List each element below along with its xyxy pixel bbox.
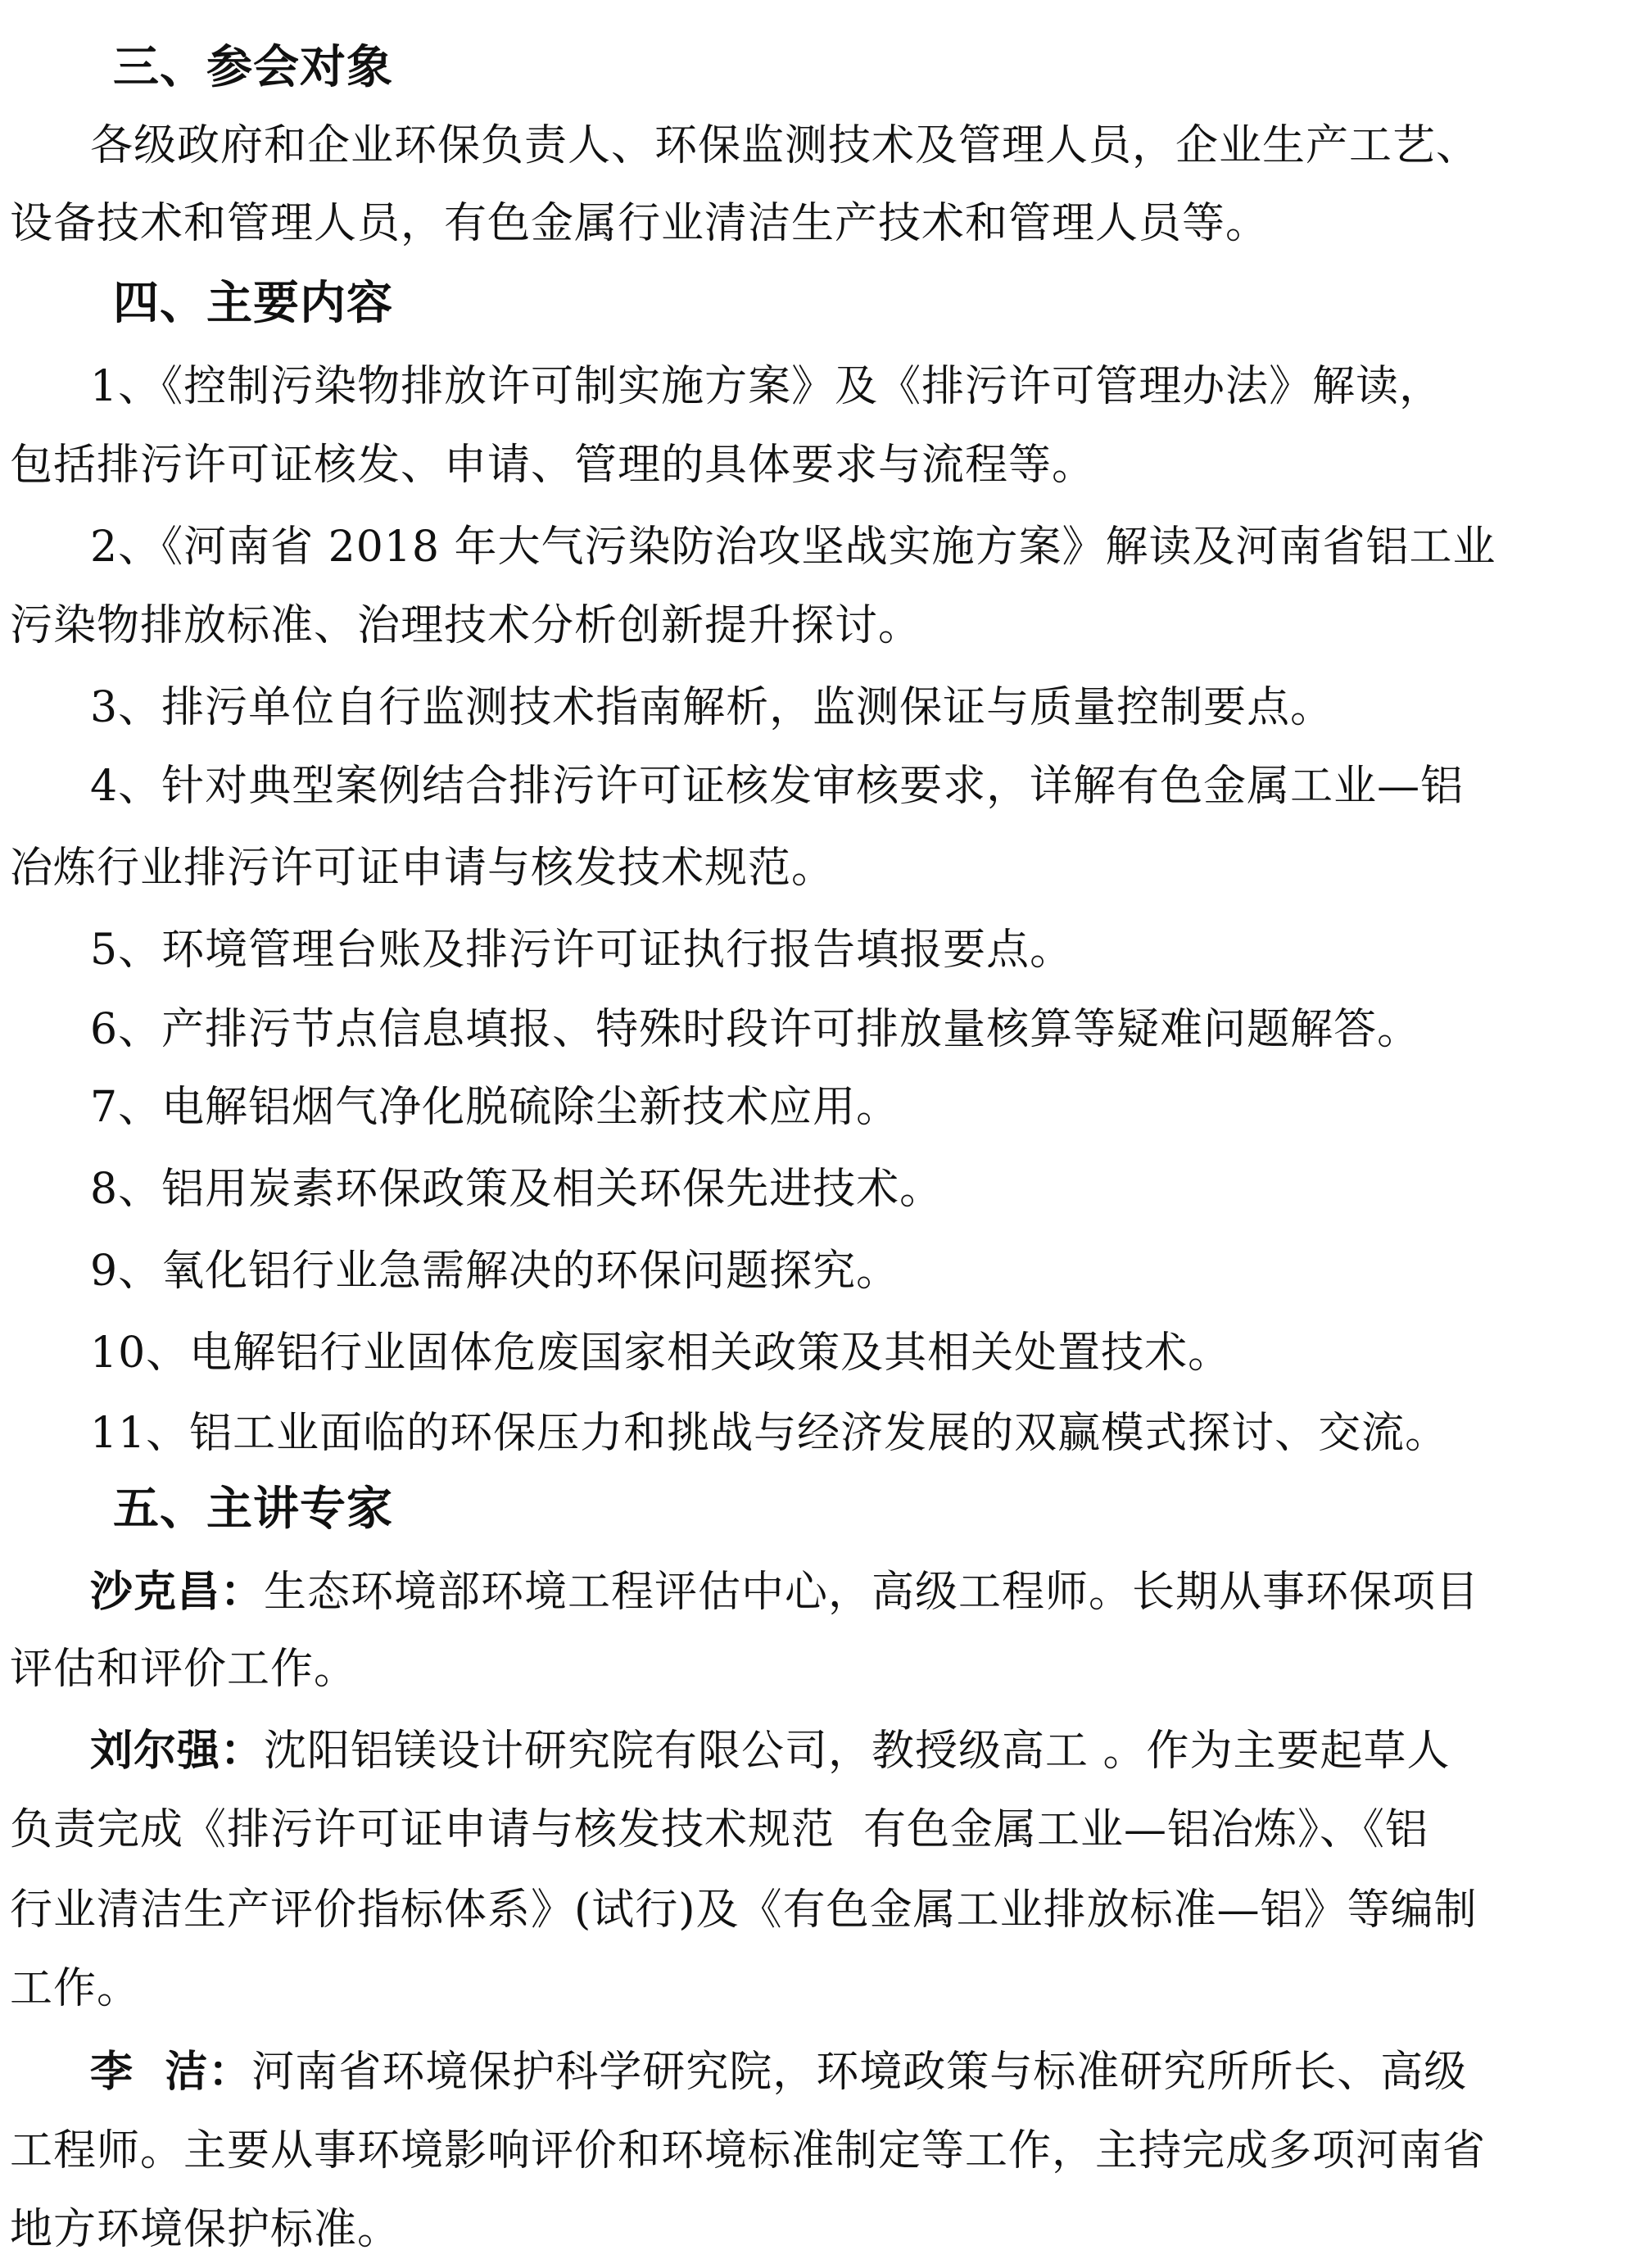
content-item-4-line-1: 4、针对典型案例结合排污许可证核发审核要求，详解有色金属工业—铝	[90, 762, 1465, 811]
expert-1-desc: 生态环境部环境工程评估中心，高级工程师。长期从事环保项目	[264, 1568, 1480, 1617]
expert-2-line-1	[90, 1725, 1648, 1777]
expert-3-line-3: 地方环境保护标准。	[10, 2205, 401, 2254]
expert-1-line-2: 评估和评价工作。	[10, 1645, 358, 1694]
content-item-9: 9、氧化铝行业急需解决的环保问题探究。	[90, 1247, 900, 1296]
expert-3-line-2: 工程师。主要从事环境影响评价和环境标准制定等工作，主持完成多项河南省	[10, 2126, 1487, 2175]
content-item-1-line-2: 包括排污许可证核发、申请、管理的具体要求与流程等。	[10, 441, 1096, 490]
content-item-2-line-2: 污染物排放标准、治理技术分析创新提升探讨。	[10, 601, 922, 650]
expert-1-name: 沙克昌：	[90, 1567, 265, 1617]
content-item-3: 3、排污单位自行监测技术指南解析，监测保证与质量控制要点。	[90, 683, 1334, 732]
content-item-4-line-2: 冶炼行业排污许可证申请与核发技术规范。	[10, 844, 835, 893]
content-item-7: 7、电解铝烟气净化脱硫除尘新技术应用。	[90, 1083, 900, 1132]
expert-3-line-1	[90, 2046, 1648, 2098]
expert-2-line-2: 负责完成《排污许可证申请与核发技术规范 有色金属工业—铝冶炼》、《铝	[10, 1805, 1429, 1854]
section-heading-experts: 五、主讲专家	[113, 1482, 393, 1536]
content-item-11: 11、铝工业面临的环保压力和挑战与经济发展的双赢模式探讨、交流。	[90, 1409, 1449, 1458]
expert-2-name: 刘尔强：	[90, 1726, 265, 1776]
expert-3-desc: 河南省环境保护科学研究院，环境政策与标准研究所所长、高级	[251, 2048, 1468, 2097]
content-item-1-line-1: 1、《控制污染物排放许可制实施方案》及《排污许可管理办法》解读，	[90, 362, 1443, 411]
content-item-2-line-1: 2、《河南省 2018 年大气污染防治攻坚战实施方案》解读及河南省铝工业	[90, 523, 1496, 572]
expert-3-name: 李 洁：	[90, 2047, 252, 2097]
participants-text-line-2: 设备技术和管理人员，有色金属行业清洁生产技术和管理人员等。	[10, 199, 1270, 248]
content-item-5: 5、环境管理台账及排污许可证执行报告填报要点。	[90, 926, 1074, 975]
content-item-10: 10、电解铝行业固体危废国家相关政策及其相关处置技术。	[90, 1329, 1232, 1378]
section-heading-participants: 三、参会对象	[113, 40, 393, 94]
content-item-6: 6、产排污节点信息填报、特殊时段许可排放量核算等疑难问题解答。	[90, 1005, 1421, 1054]
expert-2-desc: 沈阳铝镁设计研究院有限公司，教授级高工 。作为主要起草人	[264, 1727, 1451, 1776]
section-heading-main-content: 四、主要内容	[113, 276, 393, 330]
content-item-8: 8、铝用炭素环保政策及相关环保先进技术。	[90, 1165, 944, 1214]
expert-2-line-4: 工作。	[10, 1964, 141, 2013]
expert-2-line-3: 行业清洁生产评价指标体系》(试行)及《有色金属工业排放标准—铝》等编制	[10, 1885, 1478, 1935]
participants-text-line-1: 各级政府和企业环保负责人、环保监测技术及管理人员，企业生产工艺、	[90, 121, 1480, 170]
expert-1-line-1	[90, 1566, 1648, 1618]
